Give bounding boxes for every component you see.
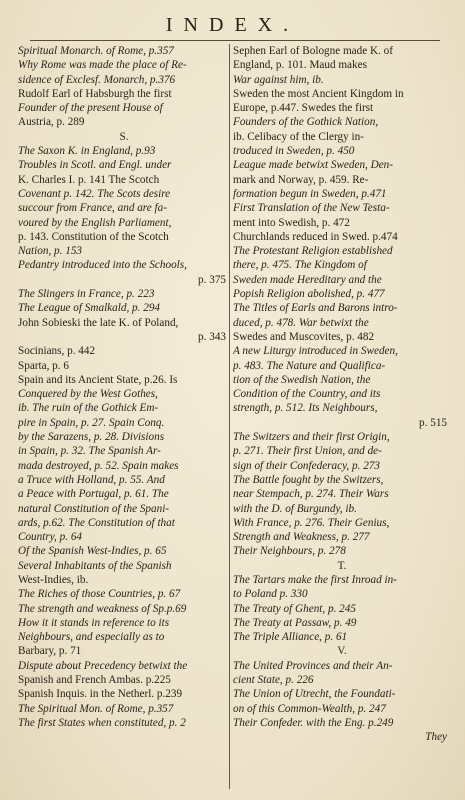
- index-line: mada destroyed, p. 52. Spain makes: [18, 459, 179, 472]
- page-header: INDEX.: [165, 14, 300, 36]
- index-line: The League of Smalkald, p. 294: [18, 302, 161, 315]
- index-line: Sweden the most Ancient Kingdom in: [233, 87, 404, 100]
- index-line: The Tartars make the first Inroad in-: [233, 573, 397, 586]
- index-line: The Slingers in France, p. 223: [18, 288, 155, 301]
- index-line: near Stempach, p. 274. Their Wars: [233, 488, 389, 501]
- index-line: The Saxon K. in England, p.93: [18, 145, 156, 158]
- index-line: tion of the Swedish Nation, the: [233, 373, 371, 386]
- index-line: Their Neighbours, p. 278: [233, 545, 346, 558]
- index-line: Country, p. 64: [18, 531, 83, 544]
- index-line: duced, p. 478. War betwixt the: [233, 316, 369, 329]
- index-line: sidence of Exclesf. Monarch, p.376: [18, 73, 176, 86]
- index-line: Troubles in Scotl. and Engl. under: [18, 159, 172, 172]
- index-line: John Sobieski the late K. of Poland,: [18, 316, 179, 329]
- index-line: Founders of the Gothick Nation,: [233, 116, 379, 129]
- index-line: formation begun in Sweden, p.471: [233, 187, 387, 200]
- index-line: natural Constitution of the Spani-: [18, 502, 170, 515]
- index-line: to Poland p. 330: [233, 588, 308, 601]
- index-line: War against him, ib.: [233, 73, 324, 86]
- index-line: a Truce with Holland, p. 55. And: [18, 473, 165, 486]
- index-line: there, p. 475. The Kingdom of: [233, 259, 367, 272]
- index-line: Churchlands reduced in Swed. p.474: [233, 230, 398, 243]
- index-line: A new Liturgy introduced in Sweden,: [233, 345, 398, 358]
- index-line: Strength and Weakness, p. 277: [233, 531, 370, 544]
- index-line: Founder of the present House of: [18, 102, 163, 115]
- index-line: Nation, p. 153: [18, 245, 83, 258]
- index-line: Socinians, p. 442: [18, 345, 96, 358]
- index-line: Popish Religion abolished, p. 477: [233, 288, 385, 301]
- index-line: West-Indies, ib.: [18, 573, 89, 586]
- index-line: Conquered by the West Gothes,: [18, 388, 158, 401]
- index-line: strength, p. 512. Its Neighbours,: [233, 402, 378, 415]
- header-rule: [30, 40, 440, 41]
- index-line: Their Confeder. with the Eng. p.249: [233, 716, 394, 729]
- index-line: With France, p. 276. Their Genius,: [233, 516, 390, 529]
- index-line: Pedantry introduced into the Schools,: [18, 259, 187, 272]
- index-line: pire in Spain, p. 27. Spain Conq.: [18, 416, 165, 429]
- index-line: How it it stands in reference to its: [18, 616, 170, 629]
- index-line: succour from France, and are fa-: [18, 202, 167, 215]
- index-line: a Peace with Portugal, p. 61. The: [18, 488, 169, 501]
- index-line: The first States when constituted, p. 2: [18, 716, 186, 729]
- index-line: voured by the English Parliament,: [18, 216, 172, 229]
- index-line: Covenant p. 142. The Scots desire: [18, 187, 171, 200]
- index-line: by the Sarazens, p. 28. Divisions: [18, 431, 165, 444]
- index-line: The Treaty of Ghent, p. 245: [233, 602, 356, 615]
- index-line: League made betwixt Sweden, Den-: [233, 159, 394, 172]
- index-line: Spanish Inquis. in the Netherl. p.239: [18, 688, 183, 701]
- index-line: T.: [337, 559, 347, 572]
- index-line: The Union of Utrecht, the Foundati-: [233, 688, 396, 701]
- index-line: The Riches of those Countries, p. 67: [18, 588, 181, 601]
- index-line: ards, p.62. The Constitution of that: [18, 516, 175, 529]
- index-line: S.: [119, 130, 129, 143]
- index-line: Neighbours, and especially as to: [18, 631, 165, 644]
- index-line: Dispute about Precedency betwixt the: [18, 659, 188, 672]
- index-line: p. 375: [198, 273, 226, 286]
- index-line: Swedes and Muscovites, p. 482: [233, 330, 375, 343]
- index-line: The Protestant Religion established: [233, 245, 393, 258]
- index-line: Sparta, p. 6: [18, 359, 69, 372]
- index-line: p. 343: [198, 330, 226, 343]
- index-line: ib. Celibacy of the Clergy in-: [233, 130, 364, 143]
- index-line: Sephen Earl of Bologne made K. of: [233, 45, 394, 57]
- index-line: The Titles of Earls and Barons intro-: [233, 302, 398, 315]
- index-line: The strength and weakness of Sp.p.69: [18, 602, 187, 615]
- column-divider: [229, 44, 230, 789]
- index-line: troduced in Sweden, p. 450: [233, 145, 355, 158]
- index-line: Spain and its Ancient State, p.26. Is: [18, 373, 178, 386]
- index-line: Why Rome was made the place of Re-: [18, 59, 187, 72]
- index-line: Europe, p.447. Swedes the first: [233, 102, 374, 115]
- index-line: ment into Swedish, p. 472: [233, 216, 350, 229]
- index-line: England, p. 101. Maud makes: [233, 59, 367, 72]
- index-line: Barbary, p. 71: [18, 645, 82, 658]
- left-column: [18, 44, 230, 730]
- index-line: They: [425, 731, 447, 744]
- index-line: p. 271. Their first Union, and de-: [233, 445, 382, 458]
- index-line: Of the Spanish West-Indies, p. 65: [18, 545, 167, 558]
- index-line: on of this Common-Wealth, p. 247: [233, 702, 386, 715]
- index-line: p. 515: [419, 416, 447, 429]
- index-line: The Triple Alliance, p. 61: [233, 631, 348, 644]
- index-line: Spiritual Monarch. of Rome, p.357: [18, 45, 174, 57]
- index-line: The United Provinces and their An-: [233, 659, 393, 672]
- index-line: The Switzers and their first Origin,: [233, 431, 390, 444]
- index-line: V.: [337, 645, 347, 658]
- index-line: The Treaty at Passaw, p. 49: [233, 616, 357, 629]
- index-line: The Spiritual Mon. of Rome, p.357: [18, 702, 174, 715]
- index-line: Rudolf Earl of Habsburgh the first: [18, 87, 172, 100]
- index-line: Several Inhabitants of the Spanish: [18, 559, 172, 572]
- index-line: sign of their Confederacy, p. 273: [233, 459, 380, 472]
- index-line: Condition of the Country, and its: [233, 388, 381, 401]
- index-line: First Translation of the New Testa-: [233, 202, 390, 215]
- index-line: ib. The ruin of the Gothick Em-: [18, 402, 159, 415]
- index-line: p. 483. The Nature and Qualifica-: [233, 359, 386, 372]
- index-line: Sweden made Hereditary and the: [233, 273, 382, 286]
- index-line: Austria, p. 289: [18, 116, 85, 129]
- index-line: cient State, p. 226: [233, 674, 314, 687]
- index-line: in Spain, p. 32. The Spanish Ar-: [18, 445, 161, 458]
- index-line: The Battle fought by the Switzers,: [233, 473, 384, 486]
- index-line: K. Charles I. p. 141 The Scotch: [18, 173, 160, 186]
- index-line: with the D. of Burgundy, ib.: [233, 502, 357, 515]
- index-line: Spanish and French Ambas. p.225: [18, 674, 171, 687]
- index-line: mark and Norway, p. 459. Re-: [233, 173, 369, 186]
- right-column: [233, 44, 451, 745]
- index-line: p. 143. Constitution of the Scotch: [18, 230, 169, 243]
